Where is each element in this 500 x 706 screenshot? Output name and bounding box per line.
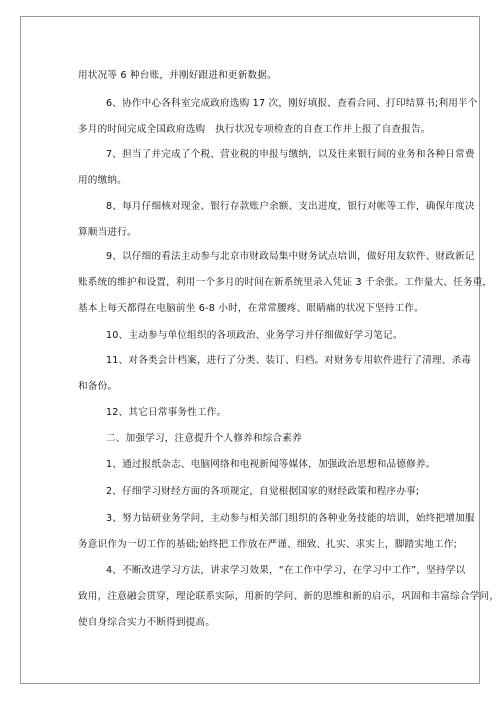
paragraph-line: 11、对各类会计档案，进行了分类、装订、归档。对财务专用软件进行了清理、杀毒 — [106, 355, 472, 366]
paragraph-line: 12、其它日常事务性工作。 — [106, 407, 227, 418]
paragraph-line: 多月的时间完成全国政府选购 执行状况专项检查的自查工作并上报了自查报告。 — [78, 124, 431, 135]
paragraph-line: 用的缴纳。 — [78, 175, 127, 186]
paragraph-line: 10、主动参与单位组织的各项政治、业务学习并仔细做好学习笔记。 — [106, 330, 403, 341]
paragraph-line: 使自身综合实力不断得到提高。 — [78, 617, 216, 628]
paragraph-line: 账系统的维护和设置，利用一个多月的时间在新系统里录入凭证 3 千余张。工作量大、任务重， — [78, 277, 493, 288]
paragraph-line: 6、协作中心各科室完成政府选购 17 次，刚好填报、查看合同、打印结算书;利用半个 — [106, 98, 478, 109]
page-border — [20, 16, 480, 684]
paragraph-line: 2、仔细学习财经方面的各项规定，自觉根据国家的财经政策和程序办事; — [106, 486, 420, 497]
paragraph-line: 二、加强学习，注意提升个人修养和综合素养 — [106, 433, 302, 444]
paragraph-line: 4、不断改进学习方法，讲求学习效果，“在工作中学习，在学习中工作”，坚持学以 — [106, 565, 466, 576]
paragraph-line: 8、每月仔细核对现金、银行存款账户余额、支出进度，银行对帐等工作，确保年度决 — [106, 201, 475, 212]
paragraph-line: 用状况等 6 种台账，并刚好跟进和更新数据。 — [78, 70, 277, 81]
paragraph-line: 务意识作为一切工作的基础;始终把工作放在严谨、细致、扎实、求实上，脚踏实地工作; — [78, 539, 458, 550]
paragraph-line: 致用，注意融会贯穿，理论联系实际，用新的学问、新的思维和新的启示，巩固和丰富综合学问， — [78, 591, 500, 602]
paragraph-line: 3、努力钻研业务学问，主动参与相关部门组织的各种业务技能的培训，始终把增加服 — [106, 513, 475, 524]
paragraph-line: 和备份。 — [78, 381, 118, 392]
paragraph-line: 7、担当了并完成了个税、营业税的申报与缴纳，以及往来银行间的业务和各种日常费 — [106, 149, 475, 160]
paragraph-line: 1、通过报纸杂志、电脑网络和电视新闻等媒体，加强政治思想和品德修养。 — [106, 459, 436, 470]
paragraph-line: 基本上每天都得在电脑前坐 6-8 小时，在常常腰疼、眼睛痛的状况下坚持工作。 — [78, 303, 424, 314]
paragraph-line: 算顺当进行。 — [78, 227, 137, 238]
paragraph-line: 9、以仔细的看法主动参与北京市财政局集中财务试点培训，做好用友软件、财政新记 — [106, 251, 475, 262]
